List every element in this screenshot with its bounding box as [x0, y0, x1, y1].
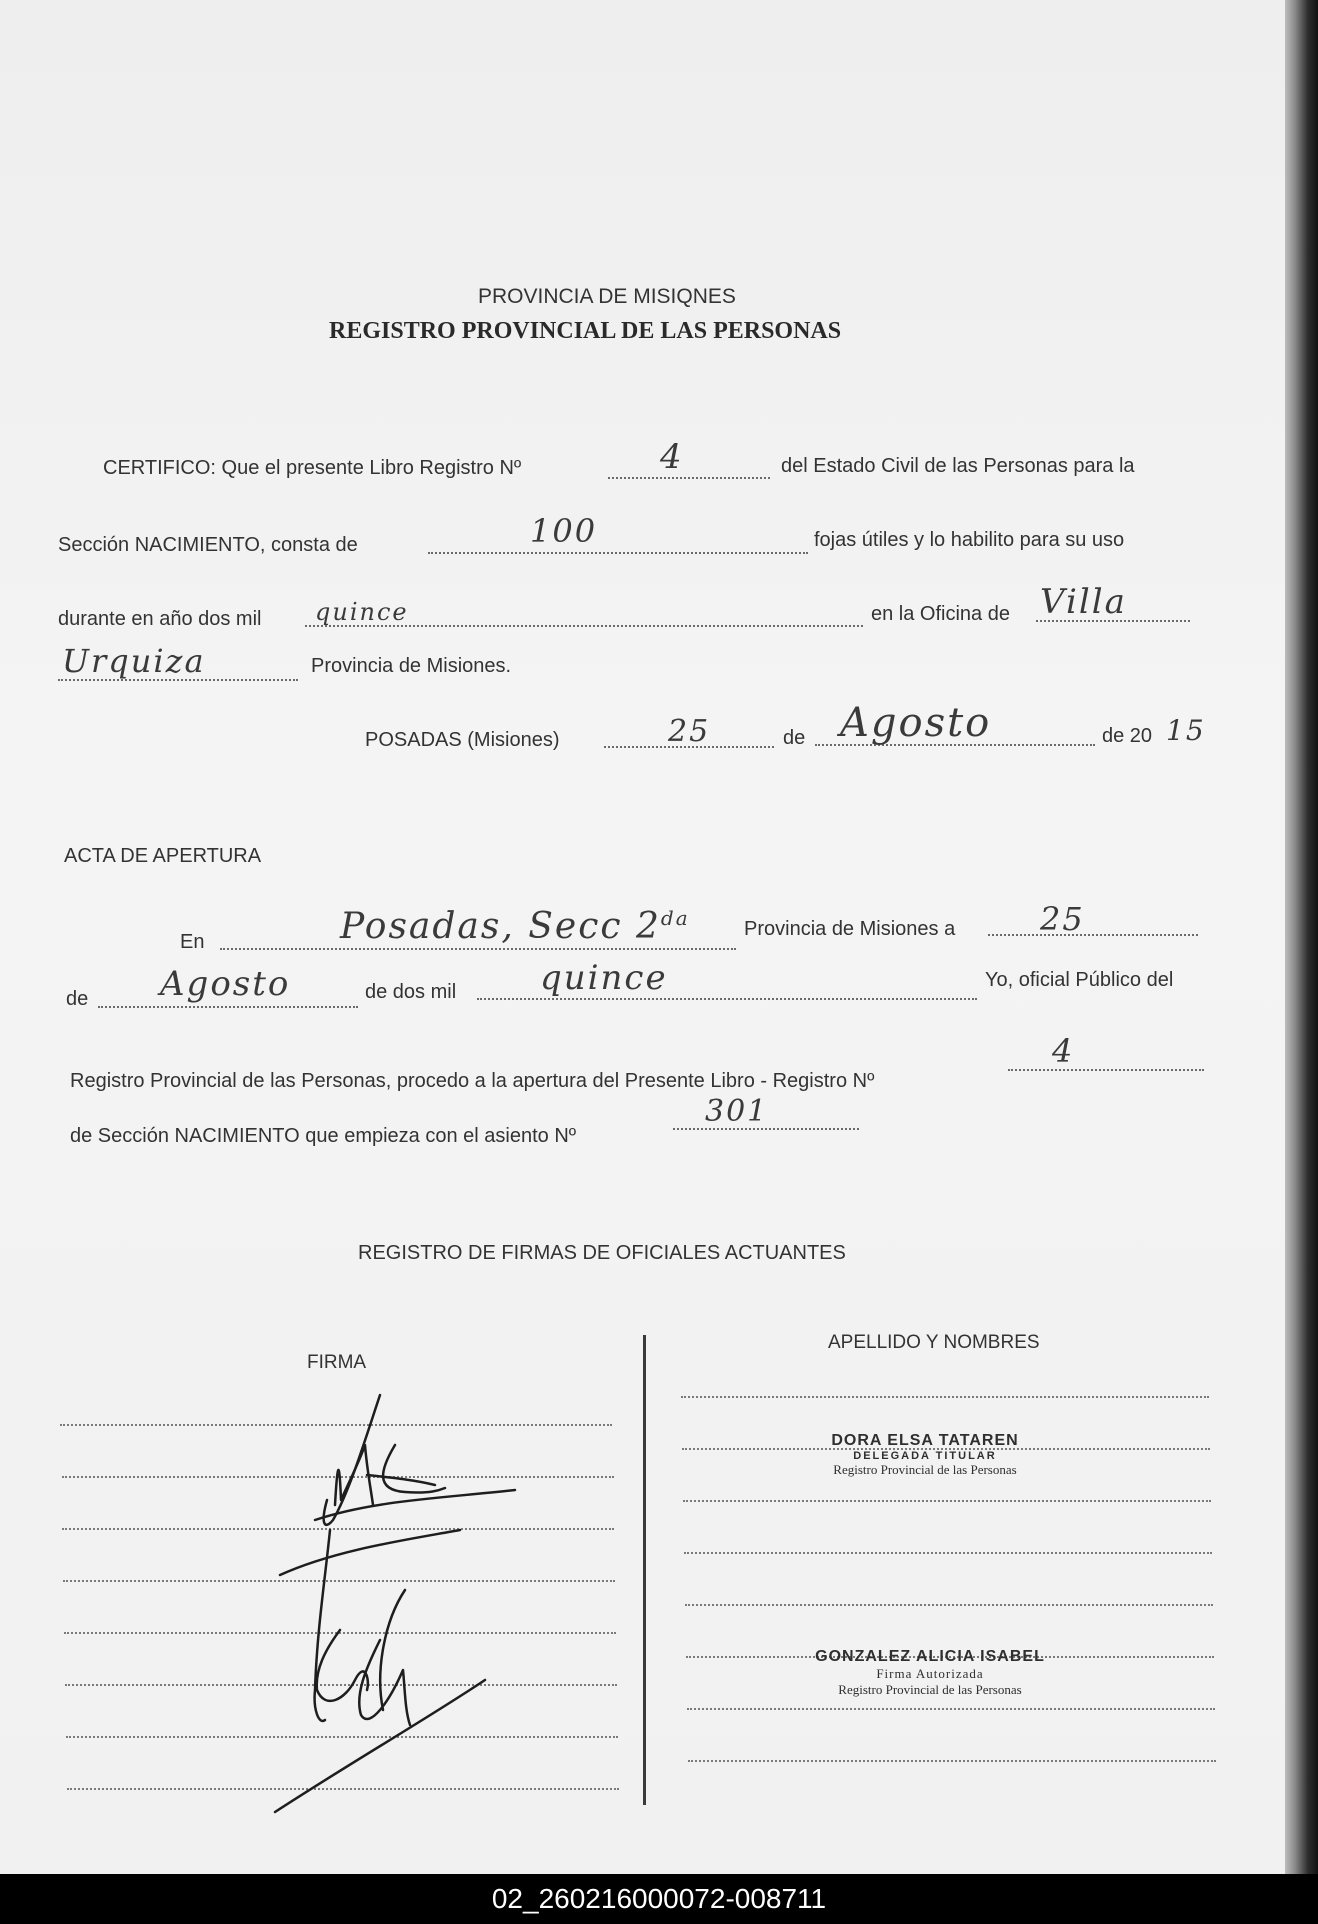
cert-line2-prefix: Sección NACIMIENTO, consta de — [58, 534, 358, 556]
nombre-line — [684, 1552, 1212, 1554]
oficial-label: Yo, oficial Público del — [985, 969, 1174, 991]
province-title: PROVINCIA DE MISIQNES — [478, 285, 736, 308]
provincia-label: Provincia de Misiones a — [744, 918, 956, 940]
registry-title: REGISTRO PROVINCIAL DE LAS PERSONAS — [329, 318, 842, 344]
dotted-line — [1008, 1069, 1204, 1071]
dotted-line — [428, 552, 808, 554]
de-label: de — [783, 727, 806, 749]
cert-line1-prefix: CERTIFICO: Que el presente Libro Registro Nº — [103, 457, 522, 479]
cert-line3-prefix: durante en año dos mil — [58, 608, 262, 630]
col-firma-label: FIRMA — [307, 1352, 367, 1373]
acta-de-label: de — [66, 988, 89, 1010]
acta-line3-prefix: Registro Provincial de las Personas, procedo a la apertura del Presente Libro - Registro Nº — [70, 1070, 875, 1092]
col-nombres-label: APELLIDO Y NOMBRES — [828, 1332, 1040, 1353]
document-id: 02_260216000072-008711 — [491, 1883, 827, 1914]
cert-line4-suffix: Provincia de Misiones. — [311, 655, 512, 677]
dotted-line — [220, 948, 736, 950]
handwritten-acta-dia: 25 — [1040, 900, 1085, 938]
cert-line1-suffix: del Estado Civil de las Personas para la — [781, 455, 1135, 477]
handwritten-acta-mes: Agosto — [160, 964, 291, 1004]
dotted-line — [477, 998, 977, 1000]
dotted-line — [98, 1006, 358, 1008]
handwritten-libro-numero: 4 — [660, 437, 684, 477]
handwritten-mes: Agosto — [840, 700, 992, 746]
nombre-line — [683, 1500, 1211, 1502]
stamp-gonzalez-alicia-isabel: GONZALEZ ALICIA ISABEL Firma Autorizada Registro Provincial de las Personas — [815, 1648, 1045, 1697]
handwritten-anio-digits: 15 — [1166, 714, 1206, 747]
acta-line4-prefix: de Sección NACIMIENTO que empieza con el asiento Nº — [70, 1125, 577, 1147]
handwritten-registro-numero: 4 — [1052, 1032, 1075, 1070]
document-id-bar — [0, 1874, 1318, 1924]
dotted-line — [608, 477, 770, 479]
cert-line2-suffix: fojas útiles y lo habilito para su uso — [814, 529, 1125, 551]
posadas-label: POSADAS (Misiones) — [365, 729, 560, 751]
handwritten-anio: quince — [315, 598, 409, 626]
nombre-line — [688, 1760, 1216, 1762]
dos-mil-label: de dos mil — [365, 981, 457, 1003]
handwritten-dia: 25 — [668, 714, 711, 749]
nombre-line — [681, 1396, 1209, 1398]
cert-line3-mid: en la Oficina de — [871, 603, 1010, 625]
page-edge-shadow — [1285, 0, 1318, 1874]
dotted-line — [988, 934, 1198, 936]
column-divider — [643, 1335, 646, 1805]
handwritten-signature-1 — [255, 1380, 525, 1820]
en-label: En — [180, 931, 205, 953]
nombre-line — [687, 1708, 1215, 1710]
acta-heading: ACTA DE APERTURA — [64, 845, 262, 867]
nombre-line — [685, 1604, 1213, 1606]
firmas-heading: REGISTRO DE FIRMAS DE OFICIALES ACTUANTES — [358, 1242, 846, 1264]
stamp-dora-elsa-tataren: DORA ELSA TATAREN DELEGADA TITULAR Registro Provincial de las Personas — [831, 1432, 1019, 1477]
anio-prefix: de 20 — [1102, 725, 1153, 747]
handwritten-acta-anio: quince — [540, 958, 668, 998]
handwritten-asiento: 301 — [705, 1094, 769, 1129]
handwritten-fojas: 100 — [530, 512, 598, 550]
handwritten-oficina-1: Villa — [1040, 582, 1127, 622]
handwritten-lugar: Posadas, Secc $2^{da}$ — [340, 906, 690, 947]
handwritten-oficina-2: Urquiza — [62, 642, 206, 680]
